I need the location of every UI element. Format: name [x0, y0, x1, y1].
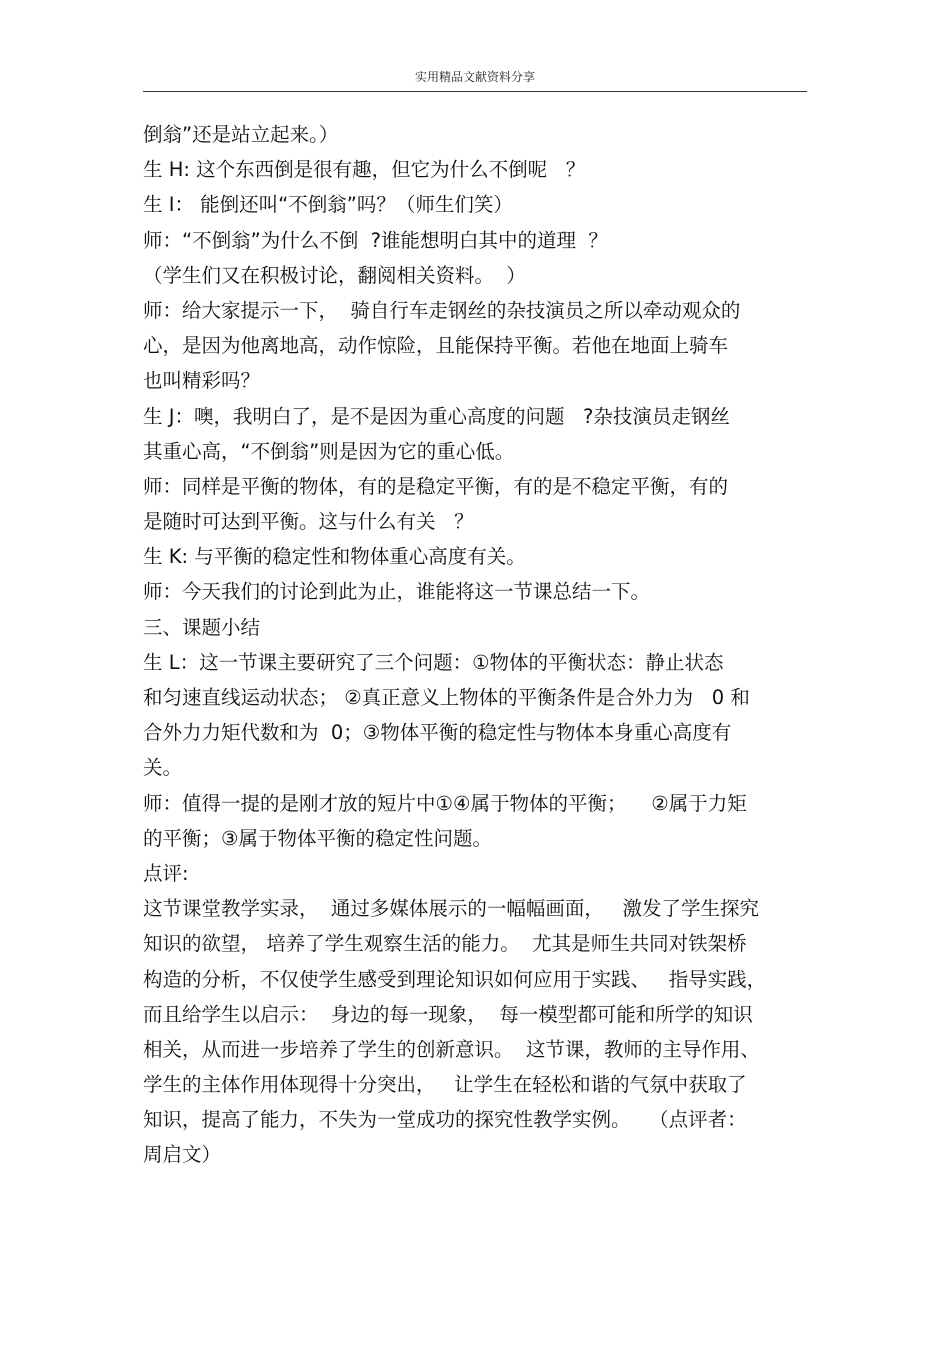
text-line: 关。: [143, 756, 183, 780]
text-line: 师：给大家提示一下， 骑自行车走钢丝的杂技演员之所以牵动观众的: [143, 298, 741, 322]
text-line: 倒翁”还是站立起来。）: [143, 123, 339, 146]
text-line: （学生们又在积极讨论，翻阅相关资料。 ）: [143, 263, 526, 287]
page-header: 实用精品文献资料分享: [414, 70, 535, 84]
text-line: 生 J：噢，我明白了，是不是因为重心高度的问题 ?杂技演员走钢丝: [143, 404, 730, 428]
text-line: 而且给学生以启示： 身边的每一现象， 每一模型都可能和所学的知识: [143, 1002, 753, 1026]
text-line: 知识的欲望， 培养了学生观察生活的能力。 尤其是师生共同对铁架桥: [143, 932, 747, 956]
text-line: 心，是因为他离地高，动作惊险，且能保持平衡。若他在地面上骑车: [143, 334, 729, 358]
text-line: 其重心高，“不倒翁”则是因为它的重心低。: [143, 439, 515, 463]
section-heading: 三、课题小结: [143, 615, 261, 639]
text-line: 生 K: 与平衡的稳定性和物体重心高度有关。: [143, 545, 526, 569]
text-line: 知识，提高了能力，不失为一堂成功的探究性教学实例。 （点评者：: [143, 1108, 747, 1132]
text-line: 师：同样是平衡的物体，有的是稳定平衡，有的是不稳定平衡，有的: [143, 474, 729, 498]
text-line: 生 L：这一节课主要研究了三个问题：①物体的平衡状态：静止状态: [143, 650, 724, 674]
text-line: 和匀速直线运动状态； ②真正意义上物体的平衡条件是合外力为 0 和: [143, 686, 750, 709]
text-line: 师：今天我们的讨论到此为止，谁能将这一节课总结一下。: [143, 580, 651, 604]
header-divider: [143, 91, 807, 92]
text-line: 学生的主体作用体现得十分突出， 让学生在轻松和谐的气氛中获取了: [143, 1073, 747, 1097]
text-line: 也叫精彩吗？: [143, 369, 261, 393]
text-line: 师：值得一提的是刚才放的短片中①④属于物体的平衡； ②属于力矩: [143, 791, 747, 815]
commentary-heading: 点评:: [143, 861, 189, 885]
text-line: 构造的分析，不仅使学生感受到理论知识如何应用于实践、 指导实践，: [143, 967, 767, 991]
text-line: 生 H: 这个东西倒是很有趣，但它为什么不倒呢 ？: [143, 158, 586, 182]
text-line: 相关，从而进一步培养了学生的创新意识。 这节课，教师的主导作用、: [143, 1037, 760, 1061]
text-line: 这节课堂教学实录， 通过多媒体展示的一幅幅画面， 激发了学生探究: [143, 897, 759, 921]
text-line: 合外力力矩代数和为 0；③物体平衡的稳定性与物体本身重心高度有: [143, 721, 732, 745]
text-line: 师：“不倒翁”为什么不倒 ?谁能想明白其中的道理 ？: [143, 228, 608, 252]
text-line: 周启文）: [143, 1143, 222, 1167]
text-line: 是随时可达到平衡。这与什么有关 ？: [143, 510, 474, 534]
document-body: [143, 117, 813, 1173]
text-line: 生 I： 能倒还叫“不倒翁”吗？（师生们笑）: [143, 193, 513, 217]
text-line: 的平衡；③属于物体平衡的稳定性问题。: [143, 826, 492, 850]
